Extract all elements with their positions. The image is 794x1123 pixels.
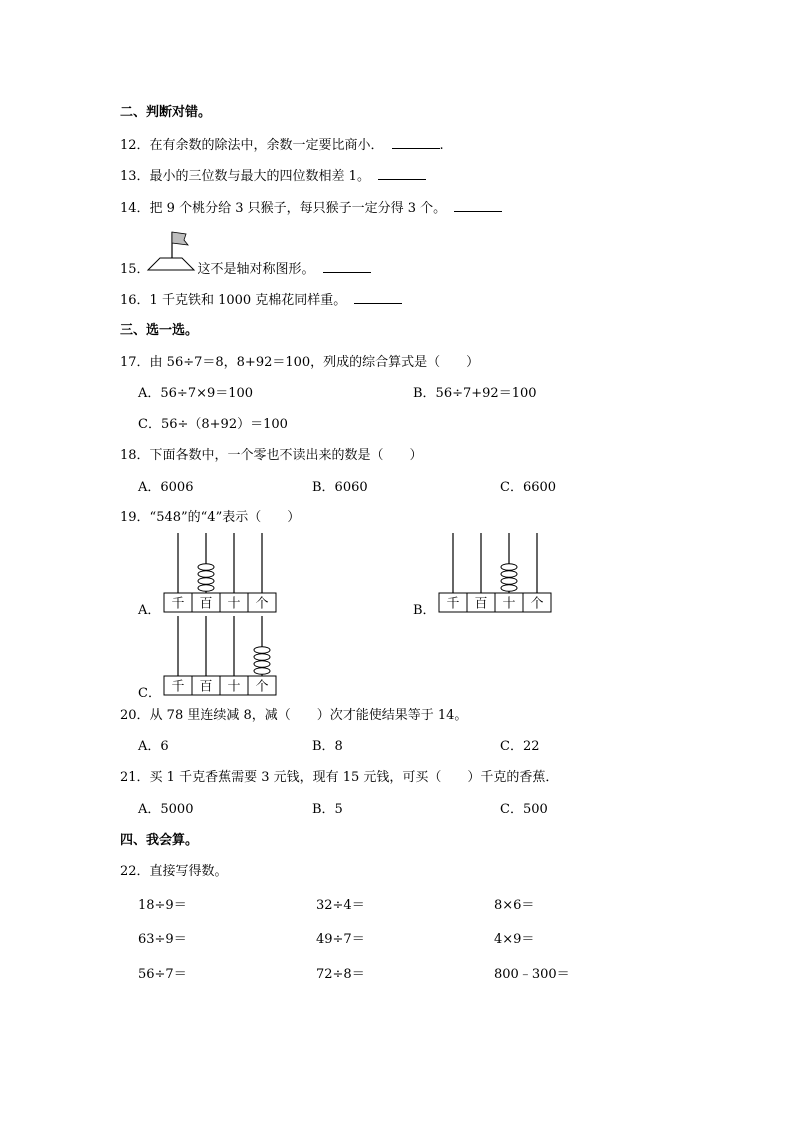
option-20c[interactable]: C．22 [500, 739, 540, 754]
calc-item[interactable]: 56÷7＝ [138, 967, 187, 982]
abacus-place-label: 个 [530, 596, 544, 612]
abacus-bead [254, 647, 270, 654]
calc-item[interactable]: 49÷7＝ [316, 932, 365, 947]
flag-mound-icon [146, 228, 198, 272]
question-22: 22．直接写得数。 [120, 864, 228, 879]
question-16 [120, 291, 402, 310]
section-calc: 四、我会算。 [120, 833, 199, 848]
abacus-place-label: 十 [227, 596, 241, 612]
question-13-text: 13．最小的三位数与最大的四位数相差 1。 [120, 169, 370, 184]
abacus-a[interactable] [162, 531, 278, 613]
option-21c[interactable]: C．500 [500, 802, 548, 817]
question-12-tail: . [439, 138, 444, 153]
option-18a[interactable]: A．6006 [138, 480, 194, 495]
abacus-place-label: 百 [199, 679, 213, 695]
abacus-b[interactable] [437, 531, 553, 613]
abacus-place-label: 百 [199, 596, 213, 612]
calc-item[interactable]: 4×9＝ [494, 932, 535, 947]
abacus-bead [501, 571, 517, 578]
question-21: 21．买 1 千克香蕉需要 3 元钱，现有 15 元钱，可买（ ）千克的香蕉． [120, 770, 559, 785]
question-15-number: 15． [120, 262, 150, 277]
abacus-bead [254, 661, 270, 668]
abacus-place-label: 百 [474, 596, 488, 612]
abacus-place-label: 个 [255, 679, 269, 695]
question-13 [120, 167, 426, 186]
question-16-text: 16．1 千克铁和 1000 克棉花同样重。 [120, 293, 347, 308]
abacus-place-label: 十 [227, 679, 241, 695]
abacus-bead [198, 578, 214, 585]
abacus-place-label: 十 [502, 596, 516, 612]
abacus-bead [198, 571, 214, 578]
abacus-bead [501, 585, 517, 592]
calc-item[interactable]: 72÷8＝ [316, 967, 365, 982]
abacus-bead [501, 564, 517, 571]
option-21b[interactable]: B．5 [312, 802, 343, 817]
question-18: 18．下面各数中，一个零也不读出来的数是（ ） [120, 448, 423, 463]
question-19: 19．“548”的“4”表示（ ） [120, 510, 301, 525]
option-17a[interactable]: A．56÷7×9＝100 [138, 386, 254, 401]
abacus-place-label: 千 [171, 596, 185, 612]
abacus-bead [198, 585, 214, 592]
answer-blank[interactable] [392, 136, 440, 149]
answer-blank[interactable] [323, 260, 371, 273]
abacus-place-label: 个 [255, 596, 269, 612]
answer-blank[interactable] [378, 167, 426, 180]
calc-item[interactable]: 32÷4＝ [316, 898, 365, 913]
abacus-bead [254, 668, 270, 675]
abacus-place-label: 千 [446, 596, 460, 612]
option-18b[interactable]: B．6060 [312, 480, 368, 495]
question-14 [120, 199, 502, 218]
question-12-text: 12．在有余数的除法中，余数一定要比商小． [120, 138, 384, 153]
question-15-text: 这不是轴对称图形。 [197, 262, 315, 277]
option-20b[interactable]: B．8 [312, 739, 343, 754]
option-20a[interactable]: A．6 [138, 739, 169, 754]
option-17b[interactable]: B．56÷7+92＝100 [413, 386, 537, 401]
answer-blank[interactable] [354, 291, 402, 304]
abacus-bead [501, 578, 517, 585]
calc-item[interactable]: 63÷9＝ [138, 932, 187, 947]
option-19a-label[interactable]: A． [138, 603, 161, 618]
abacus-place-label: 千 [171, 679, 185, 695]
option-19c-label[interactable]: C． [138, 686, 161, 701]
question-17: 17．由 56÷7＝8，8+92＝100，列成的综合算式是（ ） [120, 355, 480, 370]
question-14-text: 14．把 9 个桃分给 3 只猴子，每只猴子一定分得 3 个。 [120, 201, 447, 216]
section-judge: 二、判断对错。 [120, 105, 212, 120]
option-19b-label[interactable]: B． [413, 603, 436, 618]
option-17c[interactable]: C．56÷（8+92）＝100 [138, 417, 288, 432]
calc-item[interactable]: 800﹣300＝ [494, 967, 570, 982]
abacus-bead [254, 654, 270, 661]
answer-blank[interactable] [454, 199, 502, 212]
question-20: 20．从 78 里连续减 8，减（ ）次才能使结果等于 14。 [120, 708, 468, 723]
option-18c[interactable]: C．6600 [500, 480, 557, 495]
abacus-bead [198, 564, 214, 571]
option-21a[interactable]: A．5000 [138, 802, 194, 817]
section-choose: 三、选一选。 [120, 323, 199, 338]
abacus-c[interactable] [162, 614, 278, 696]
calc-item[interactable]: 8×6＝ [494, 898, 535, 913]
question-12 [120, 136, 444, 155]
calc-item[interactable]: 18÷9＝ [138, 898, 187, 913]
